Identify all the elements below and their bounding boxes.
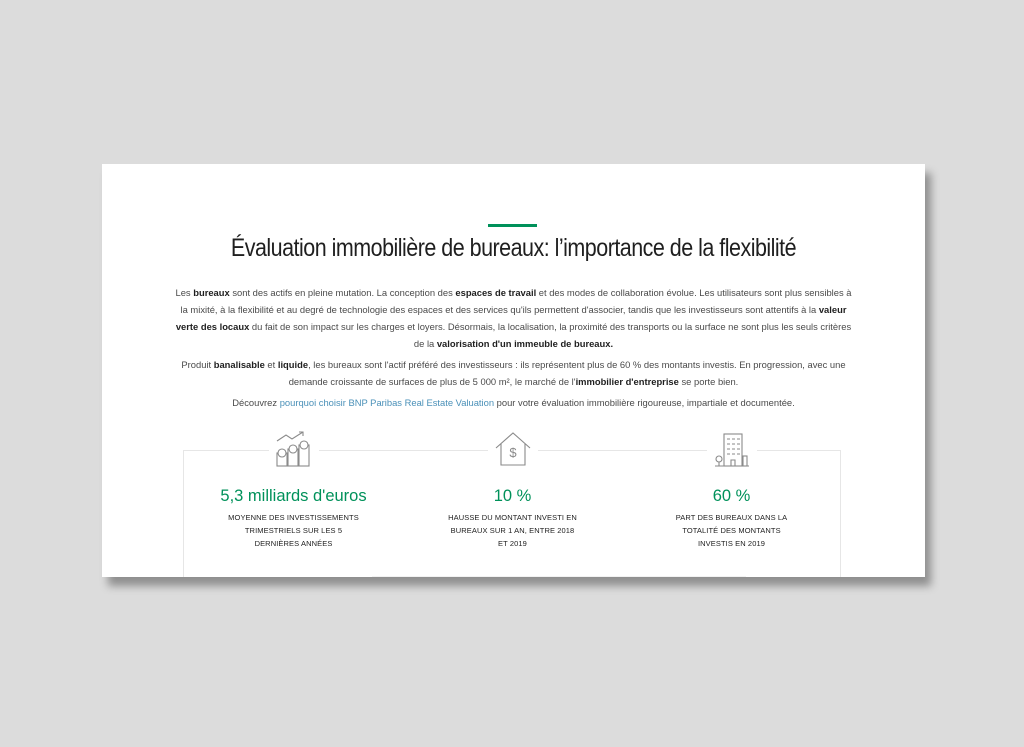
stat-office-share (622, 451, 841, 577)
stat-label: MOYENNE DES INVESTISSEMENTS TRIMESTRIELS SUR LES 5 DERNIÈRES ANNÉES (228, 513, 359, 548)
emphasized-term: valeur verte des locaux (175, 304, 847, 332)
stat-value: 10 % (493, 487, 532, 505)
svg-text:$: $ (509, 445, 517, 460)
office-building-icon (707, 429, 757, 471)
content-card (102, 164, 925, 577)
stat-value: 60 % (712, 487, 751, 505)
paragraph-text: Produit (181, 359, 214, 370)
intro-paragraph-2 (172, 356, 855, 390)
stat-label: PART DES BUREAUX DANS LA TOTALITÉ DES MONTANTS INVESTIS EN 2019 (675, 513, 788, 548)
paragraph-text: se porte bien. (678, 376, 739, 387)
paragraph-text: et des modes de collaboration évolue. Les utilisateurs sont plus sensibles à la mixité, à la flexibilité et au degré de technologie des espaces et des services qu'ils permettent d'associer, tandis que les investisseurs sont attentifs à la (180, 287, 852, 315)
paragraph-text: du fait de son impact sur les charges et loyers. Désormais, la localisation, la proximité des transports ou la surface ne sont plus les seuls critères de la (249, 321, 852, 349)
paragraph-text: sont des actifs en pleine mutation. La conception des (229, 287, 456, 298)
paragraph-text: , les bureaux sont l'actif préféré des investisseurs : ils représentent plus de 60 % des montants investis. En progression, avec une demande croissante de surfaces de plus de 5 000 m², le marché de l' (288, 359, 846, 387)
emphasized-term: espaces de travail (455, 287, 537, 298)
emphasized-term: valorisation d'un immeuble de bureaux. (436, 338, 614, 349)
emphasized-term: bureaux (193, 287, 230, 298)
paragraph-text: pour votre évaluation immobilière rigoureuse, impartiale et documentée. (494, 397, 795, 408)
money-growth-icon (269, 429, 319, 471)
valuation-link[interactable]: pourquoi choisir BNP Paribas Real Estate Valuation (279, 397, 495, 408)
intro-paragraph-3 (172, 394, 855, 411)
paragraph-text: Découvrez (232, 397, 280, 408)
stat-label: HAUSSE DU MONTANT INVESTI EN BUREAUX SUR 1 AN, ENTRE 2018 ET 2019 (448, 513, 577, 548)
stat-investment-average (184, 451, 403, 577)
intro-paragraph-1 (172, 284, 855, 352)
paragraph-text: Les (175, 287, 194, 298)
emphasized-term: immobilier d'entreprise (575, 376, 679, 387)
page-title: Évaluation immobilière de bureaux: l’importance de la flexibilité (230, 234, 797, 262)
bottom-divider (372, 576, 746, 577)
stat-value: 5,3 milliards d'euros (220, 487, 367, 505)
emphasized-term: liquide (277, 359, 309, 370)
key-figures-box (183, 445, 841, 577)
emphasized-term: banalisable (213, 359, 265, 370)
stat-growth-rate (403, 445, 622, 577)
intro-text (172, 284, 855, 415)
paragraph-text: et (264, 359, 278, 370)
house-dollar-icon (488, 429, 538, 471)
title-accent-rule (488, 224, 537, 227)
